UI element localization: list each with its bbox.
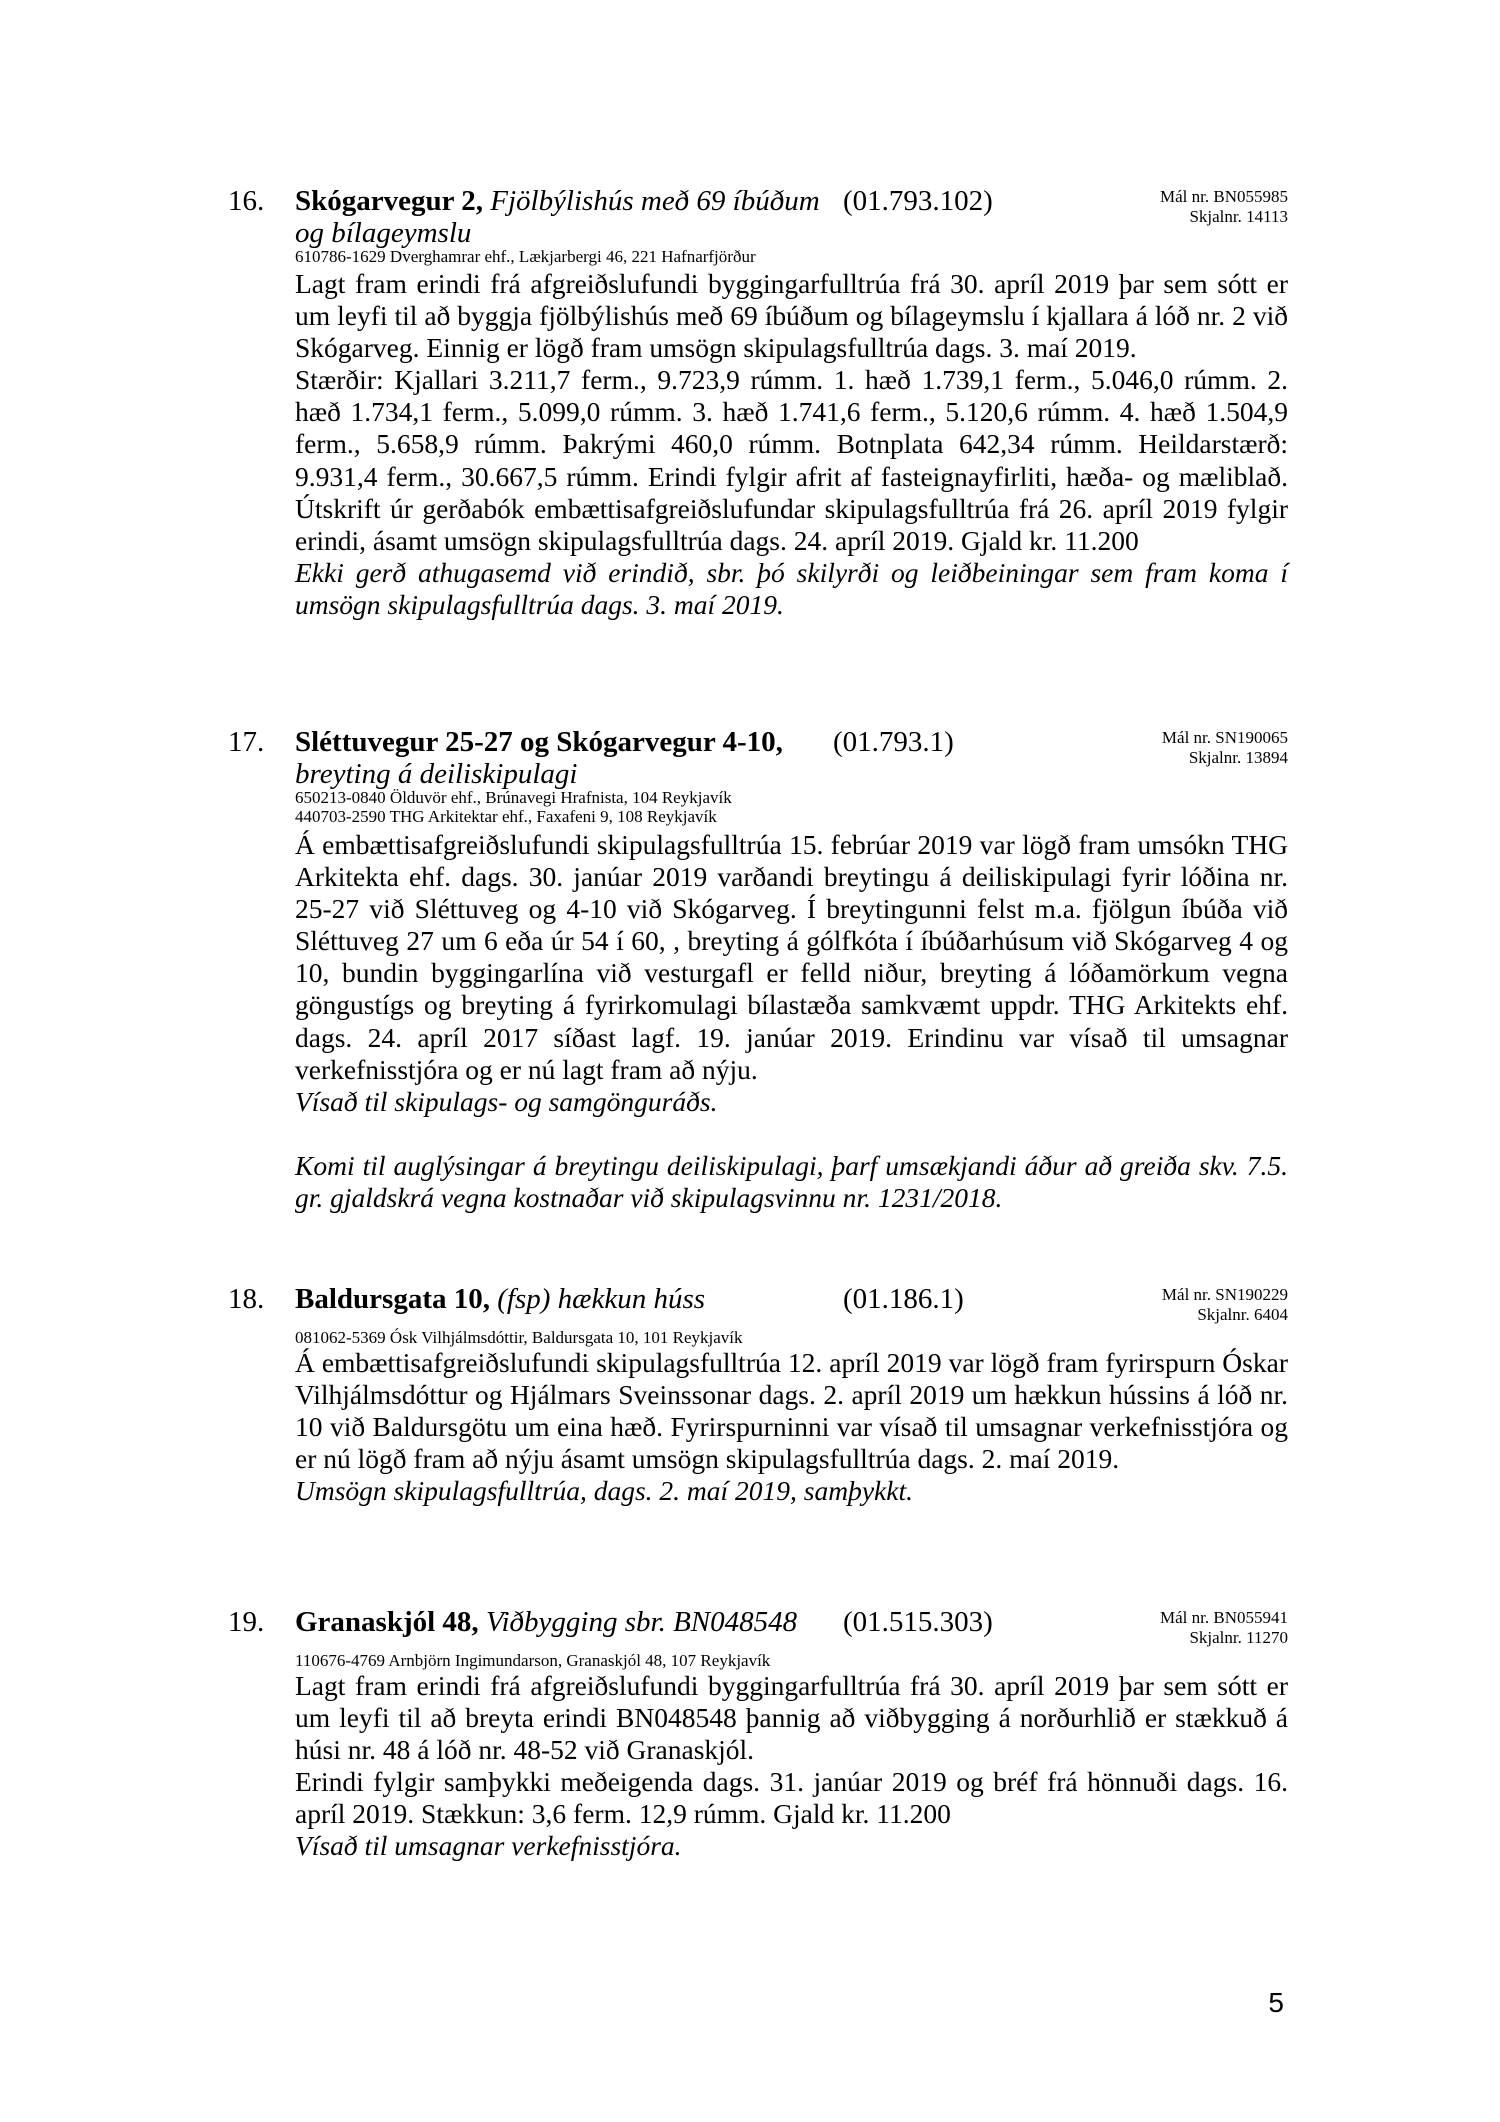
case-meta — [1162, 1285, 1288, 1325]
item-body — [295, 268, 1288, 621]
item-description: (fsp) hækkun húss — [497, 1283, 706, 1315]
document-number: Skjalnr. 6404 — [1197, 1305, 1288, 1324]
document-number: Skjalnr. 11270 — [1189, 1628, 1288, 1647]
applicant: 110676-4769 Arnbjörn Ingimundarson, Granaskjól 48, 107 Reykjavík — [295, 1651, 771, 1670]
case-meta — [1160, 1608, 1288, 1648]
item-text-attachments: Erindi fylgir samþykki meðeigenda dags. 31. janúar 2019 og bréf frá hönnuði dags. 16. apríl 2019. Stækkun: 3,6 ferm. 12,9 rúmm. Gjald kr. 11.200 — [295, 1766, 1288, 1830]
case-meta — [1162, 728, 1288, 768]
item-body — [295, 829, 1288, 1214]
item-body — [295, 1347, 1288, 1507]
agenda-item-17 — [228, 726, 1288, 1246]
item-street: Granaskjól 48, — [295, 1606, 479, 1638]
item-number: 16. — [228, 185, 265, 217]
case-number: Mál nr. BN055941 — [1160, 1608, 1288, 1627]
item-body — [295, 1670, 1288, 1863]
lot-number: (01.186.1) — [843, 1283, 964, 1315]
item-decision-note: Komi til auglýsingar á breytingu deiliskipulagi, þarf umsækjandi áður að greiða skv. 7.5. gr. gjaldskrá vegna kostnaðar við skipulagsvinnu nr. 1231/2018. — [295, 1149, 1288, 1213]
item-decision: Ekki gerð athugasemd við erindið, sbr. þó skilyrði og leiðbeiningar sem fram koma í umsögn skipulagsfulltrúa dags. 3. maí 2019. — [295, 556, 1288, 620]
item-text: Á embættisafgreiðslufundi skipulagsfulltrúa 12. apríl 2019 var lögð fram fyrirspurn Óskar Vilhjálmsdóttur og Hjálmars Sveinssonar dags. 2. apríl 2019 um hækkun hússins á lóð nr. 10 við Baldursgötu um eina hæð. Fyrirspurninni var vísað til umsagnar verkefnisstjóra og er nú lögð fram að nýju ásamt umsögn skipulagsfulltrúa dags. 2. maí 2019. — [295, 1347, 1288, 1475]
page-number: 5 — [1268, 1987, 1284, 2018]
item-decision: Vísað til skipulags- og samgönguráðs. — [295, 1085, 718, 1117]
applicant-list — [295, 788, 732, 826]
item-title — [295, 185, 835, 249]
case-number: Mál nr. BN055985 — [1160, 187, 1288, 206]
applicant-list — [295, 1328, 743, 1347]
agenda-item-16 — [228, 185, 1288, 655]
case-number: Mál nr. SN190229 — [1161, 1285, 1288, 1304]
lot-number: (01.515.303) — [843, 1606, 993, 1638]
item-text-sizes: Stærðir: Kjallari 3.211,7 ferm., 9.723,9 rúmm. 1. hæð 1.739,1 ferm., 5.046,0 rúmm. 2. hæð 1.734,1 ferm., 5.099,0 rúmm. 3. hæð 1.741,6 ferm., 5.120,6 rúmm. 4. hæð 1.504,9 ferm., 5.658,9 rúmm. Þakrými 460,0 rúmm. Botnplata 642,34 rúmm. Heildarstærð: 9.931,4 ferm., 30.667,5 rúmm. Erindi fylgir afrit af fasteignayfirliti, hæða- og mæliblað. Útskrift úr gerðabók embættisafgreiðslufundar skipulagsfulltrúa frá 26. apríl 2019 fylgir erindi, ásamt umsögn skipulagsfulltrúa dags. 24. apríl 2019. Gjald kr. 11.200 — [295, 364, 1288, 556]
item-text: Lagt fram erindi frá afgreiðslufundi byggingarfulltrúa frá 30. apríl 2019 þar sem sótt er um leyfi til að breyta erindi BN048548 þannig að viðbygging á norðurhlið er stækkuð á húsi nr. 48 á lóð nr. 48-52 við Granaskjól. — [295, 1670, 1288, 1766]
item-decision: Umsögn skipulagsfulltrúa, dags. 2. maí 2019, samþykkt. — [295, 1475, 913, 1507]
item-title — [295, 726, 835, 790]
item-street: Baldursgata 10, — [295, 1283, 490, 1315]
applicant-list — [295, 247, 756, 266]
lot-number: (01.793.102) — [843, 185, 993, 217]
item-title — [295, 1606, 835, 1638]
case-meta — [1160, 187, 1288, 227]
item-title — [295, 1283, 835, 1315]
applicant-list — [295, 1651, 770, 1670]
item-description: breyting á deiliskipulagi — [295, 758, 578, 790]
item-number: 18. — [228, 1283, 265, 1315]
case-number: Mál nr. SN190065 — [1161, 728, 1288, 747]
item-street: Skógarvegur 2, — [295, 185, 483, 217]
item-street: Sléttuvegur 25-27 og Skógarvegur 4-10, — [295, 726, 783, 758]
item-text: Á embættisafgreiðslufundi skipulagsfulltrúa 15. febrúar 2019 var lögð fram umsókn THG Arkitekta ehf. dags. 30. janúar 2019 varðandi breytingu á deiliskipulagi fyrir lóðina nr. 25-27 við Sléttuveg og 4-10 við Skógarveg. Í breytingunni felst m.a. fjölgun íbúða við Sléttuveg 27 um 6 eða úr 54 í 60, , breyting á gólfkóta í íbúðarhúsum við Skógarveg 4 og 10, bundin byggingarlína við vesturgafl er felld niður, breyting á lóðamörkum vegna göngustígs og breyting á fyrirkomulagi bílastæða samkvæmt uppdr. THG Arkitekts ehf. dags. 24. apríl 2017 síðast lagf. 19. janúar 2019. Erindinu var vísað til umsagnar verkefnisstjóra og er nú lagt fram að nýju. — [295, 829, 1288, 1085]
item-number: 17. — [228, 726, 265, 758]
item-description: Viðbygging sbr. BN048548 — [485, 1606, 798, 1638]
applicant: 440703-2590 THG Arkitektar ehf., Faxafeni 9, 108 Reykjavík — [295, 807, 717, 826]
applicant: 610786-1629 Dverghamrar ehf., Lækjarbergi 46, 221 Hafnarfjörður — [295, 247, 756, 266]
item-text: Lagt fram erindi frá afgreiðslufundi byggingarfulltrúa frá 30. apríl 2019 þar sem sótt er um leyfi til að byggja fjölbýlishús með 69 íbúðum og bílageymslu í kjallara á lóð nr. 2 við Skógarveg. Einnig er lögð fram umsögn skipulagsfulltrúa dags. 3. maí 2019. — [295, 268, 1288, 364]
item-description-cont: og bílageymslu — [295, 217, 472, 249]
applicant: 081062-5369 Ósk Vilhjálmsdóttir, Baldursgata 10, 101 Reykjavík — [295, 1328, 743, 1347]
item-number: 19. — [228, 1606, 265, 1638]
applicant: 650213-0840 Ölduvör ehf., Brúnavegi Hrafnista, 104 Reykjavík — [295, 788, 732, 807]
document-number: Skjalnr. 13894 — [1188, 748, 1288, 767]
agenda-item-19 — [228, 1606, 1288, 1876]
lot-number: (01.793.1) — [833, 726, 954, 758]
document-number: Skjalnr. 14113 — [1189, 207, 1288, 226]
item-decision: Vísað til umsagnar verkefnisstjóra. — [295, 1830, 682, 1862]
agenda-item-18 — [228, 1283, 1288, 1523]
item-description: Fjölbýlishús með 69 íbúðum — [490, 185, 820, 217]
